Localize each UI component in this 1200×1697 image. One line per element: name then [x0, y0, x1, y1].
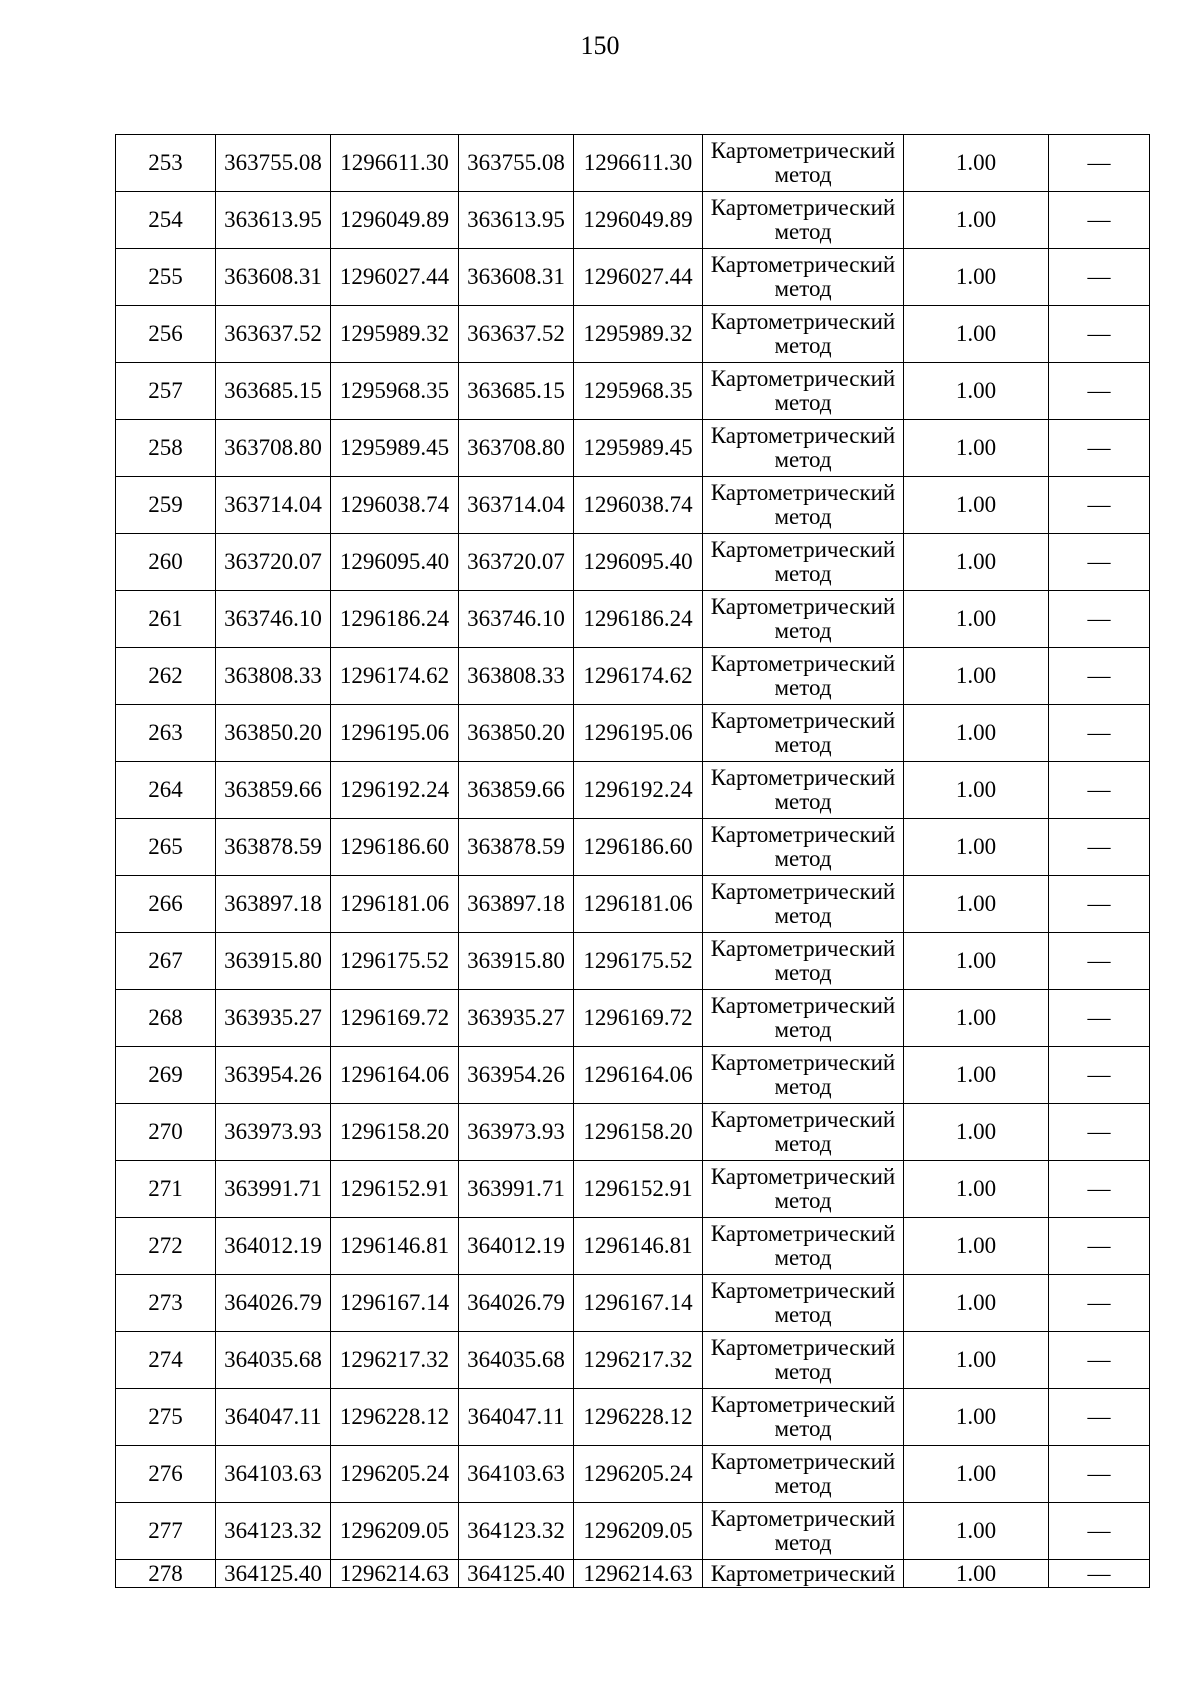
y-existing-cell: 1296181.06: [331, 876, 459, 933]
y-new-cell: 1296209.05: [574, 1503, 703, 1560]
table-row: [116, 876, 1150, 933]
method-label-line2: метод: [774, 789, 832, 814]
x-existing-cell: 363637.52: [216, 306, 331, 363]
method-cell: [703, 1161, 904, 1218]
x-existing-cell: 363850.20: [216, 705, 331, 762]
x-new-cell: 363859.66: [459, 762, 574, 819]
table-row: [116, 1275, 1150, 1332]
method-cell: [703, 1446, 904, 1503]
x-existing-cell: 363878.59: [216, 819, 331, 876]
method-label-line2: метод: [774, 276, 832, 301]
accuracy-cell: 1.00: [904, 1047, 1049, 1104]
accuracy-cell: 1.00: [904, 705, 1049, 762]
x-new-cell: 364026.79: [459, 1275, 574, 1332]
point-number-cell: 259: [116, 477, 216, 534]
method-cell: [703, 363, 904, 420]
table-row: [116, 306, 1150, 363]
x-existing-cell: 363714.04: [216, 477, 331, 534]
accuracy-cell: 1.00: [904, 1503, 1049, 1560]
point-number-cell: 277: [116, 1503, 216, 1560]
x-existing-cell: 363973.93: [216, 1104, 331, 1161]
method-label-line1: Картометрический: [710, 1506, 896, 1531]
y-new-cell: 1296169.72: [574, 990, 703, 1047]
x-existing-cell: 363808.33: [216, 648, 331, 705]
note-cell: —: [1049, 1275, 1150, 1332]
accuracy-cell: 1.00: [904, 1332, 1049, 1389]
y-new-cell: 1296228.12: [574, 1389, 703, 1446]
note-cell: —: [1049, 306, 1150, 363]
method-label-line1: Картометрический: [710, 252, 896, 277]
y-new-cell: 1296192.24: [574, 762, 703, 819]
note-cell: —: [1049, 990, 1150, 1047]
y-existing-cell: 1296152.91: [331, 1161, 459, 1218]
method-cell: [703, 1503, 904, 1560]
method-label-line2: метод: [774, 390, 832, 415]
y-new-cell: 1296146.81: [574, 1218, 703, 1275]
x-existing-cell: 364123.32: [216, 1503, 331, 1560]
note-cell: —: [1049, 876, 1150, 933]
y-existing-cell: 1296186.60: [331, 819, 459, 876]
x-new-cell: 363973.93: [459, 1104, 574, 1161]
y-existing-cell: 1296217.32: [331, 1332, 459, 1389]
method-cell: [703, 1218, 904, 1275]
method-label-line2: метод: [774, 732, 832, 757]
method-label-line2: метод: [774, 1302, 832, 1327]
method-label-line1: Картометрический: [710, 1164, 896, 1189]
x-existing-cell: 363608.31: [216, 249, 331, 306]
method-label-line2: метод: [774, 903, 832, 928]
note-cell: —: [1049, 1560, 1150, 1588]
point-number-cell: 262: [116, 648, 216, 705]
accuracy-cell: 1.00: [904, 1218, 1049, 1275]
accuracy-cell: 1.00: [904, 135, 1049, 192]
table-row: [116, 1161, 1150, 1218]
table-row: [116, 1218, 1150, 1275]
x-new-cell: 363897.18: [459, 876, 574, 933]
x-new-cell: 363608.31: [459, 249, 574, 306]
point-number-cell: 268: [116, 990, 216, 1047]
table-row: [116, 705, 1150, 762]
note-cell: —: [1049, 648, 1150, 705]
table-row: [116, 1104, 1150, 1161]
y-new-cell: 1296027.44: [574, 249, 703, 306]
accuracy-cell: 1.00: [904, 363, 1049, 420]
y-existing-cell: 1296038.74: [331, 477, 459, 534]
y-existing-cell: 1296095.40: [331, 534, 459, 591]
table-row: [116, 1503, 1150, 1560]
x-new-cell: 364012.19: [459, 1218, 574, 1275]
y-existing-cell: 1296611.30: [331, 135, 459, 192]
point-number-cell: 274: [116, 1332, 216, 1389]
method-cell: [703, 876, 904, 933]
method-label-line1: Картометрический: [710, 1107, 896, 1132]
method-label-line1: Картометрический: [710, 1278, 896, 1303]
y-existing-cell: 1296228.12: [331, 1389, 459, 1446]
method-cell: [703, 705, 904, 762]
method-label-line2: метод: [774, 675, 832, 700]
table-row: [116, 1560, 1150, 1588]
method-label-line1: Картометрический: [710, 195, 896, 220]
point-number-cell: 261: [116, 591, 216, 648]
x-new-cell: 363613.95: [459, 192, 574, 249]
x-new-cell: 364035.68: [459, 1332, 574, 1389]
method-label-line2: метод: [774, 162, 832, 187]
y-new-cell: 1296095.40: [574, 534, 703, 591]
x-existing-cell: 364047.11: [216, 1389, 331, 1446]
y-existing-cell: 1296195.06: [331, 705, 459, 762]
method-cell: [703, 819, 904, 876]
method-label-line2: метод: [774, 1017, 832, 1042]
accuracy-cell: 1.00: [904, 1560, 1049, 1588]
accuracy-cell: 1.00: [904, 420, 1049, 477]
point-number-cell: 269: [116, 1047, 216, 1104]
y-new-cell: 1296181.06: [574, 876, 703, 933]
method-cell: [703, 762, 904, 819]
method-label-line2: метод: [774, 1188, 832, 1213]
y-existing-cell: 1296214.63: [331, 1560, 459, 1588]
x-existing-cell: 363935.27: [216, 990, 331, 1047]
accuracy-cell: 1.00: [904, 249, 1049, 306]
method-label-line2: метод: [774, 1416, 832, 1441]
method-label-line2: метод: [774, 333, 832, 358]
y-new-cell: 1296164.06: [574, 1047, 703, 1104]
method-cell: [703, 477, 904, 534]
method-label-line1: Картометрический: [710, 936, 896, 961]
table-row: [116, 1389, 1150, 1446]
page-number: 150: [580, 31, 620, 60]
method-cell: [703, 420, 904, 477]
table-row: [116, 192, 1150, 249]
point-number-cell: 271: [116, 1161, 216, 1218]
accuracy-cell: 1.00: [904, 192, 1049, 249]
point-number-cell: 264: [116, 762, 216, 819]
method-label-line2: метод: [774, 1359, 832, 1384]
y-new-cell: 1296195.06: [574, 705, 703, 762]
table-row: [116, 1446, 1150, 1503]
x-existing-cell: 363954.26: [216, 1047, 331, 1104]
table-row: [116, 477, 1150, 534]
note-cell: —: [1049, 591, 1150, 648]
accuracy-cell: 1.00: [904, 306, 1049, 363]
y-existing-cell: 1295989.32: [331, 306, 459, 363]
point-number-cell: 278: [116, 1560, 216, 1588]
table-row: [116, 1047, 1150, 1104]
x-new-cell: 363637.52: [459, 306, 574, 363]
table-row: [116, 762, 1150, 819]
y-existing-cell: 1296174.62: [331, 648, 459, 705]
note-cell: —: [1049, 420, 1150, 477]
method-label-line1: Картометрический: [710, 1221, 896, 1246]
x-existing-cell: 363915.80: [216, 933, 331, 990]
method-cell: [703, 249, 904, 306]
table-row: [116, 249, 1150, 306]
method-label-line1: Картометрический: [710, 708, 896, 733]
accuracy-cell: 1.00: [904, 819, 1049, 876]
method-cell: [703, 1104, 904, 1161]
point-number-cell: 267: [116, 933, 216, 990]
method-cell: [703, 1047, 904, 1104]
note-cell: —: [1049, 1161, 1150, 1218]
y-new-cell: 1295989.45: [574, 420, 703, 477]
x-new-cell: 363685.15: [459, 363, 574, 420]
x-existing-cell: 364026.79: [216, 1275, 331, 1332]
method-label-line1: Картометрический: [710, 480, 896, 505]
y-existing-cell: 1296164.06: [331, 1047, 459, 1104]
note-cell: —: [1049, 249, 1150, 306]
method-label-line2: метод: [774, 618, 832, 643]
y-new-cell: 1296217.32: [574, 1332, 703, 1389]
note-cell: —: [1049, 705, 1150, 762]
y-new-cell: 1296186.60: [574, 819, 703, 876]
y-existing-cell: 1296175.52: [331, 933, 459, 990]
x-existing-cell: 363746.10: [216, 591, 331, 648]
method-label-line1: Картометрический: [710, 993, 896, 1018]
note-cell: —: [1049, 1332, 1150, 1389]
y-existing-cell: 1295968.35: [331, 363, 459, 420]
x-new-cell: 363954.26: [459, 1047, 574, 1104]
accuracy-cell: 1.00: [904, 1446, 1049, 1503]
y-new-cell: 1295989.32: [574, 306, 703, 363]
method-label-line2: метод: [774, 960, 832, 985]
method-cell: [703, 648, 904, 705]
x-new-cell: 364103.63: [459, 1446, 574, 1503]
x-existing-cell: 364125.40: [216, 1560, 331, 1588]
point-number-cell: 254: [116, 192, 216, 249]
accuracy-cell: 1.00: [904, 1275, 1049, 1332]
table-row: [116, 363, 1150, 420]
y-new-cell: 1296158.20: [574, 1104, 703, 1161]
method-label-line1: Картометрический: [710, 1449, 896, 1474]
method-cell: [703, 1560, 904, 1588]
accuracy-cell: 1.00: [904, 534, 1049, 591]
x-existing-cell: 364035.68: [216, 1332, 331, 1389]
point-number-cell: 276: [116, 1446, 216, 1503]
x-new-cell: 363755.08: [459, 135, 574, 192]
method-label-line1: Картометрический: [710, 879, 896, 904]
note-cell: —: [1049, 363, 1150, 420]
x-new-cell: 363708.80: [459, 420, 574, 477]
accuracy-cell: 1.00: [904, 477, 1049, 534]
method-label-line2: метод: [774, 846, 832, 871]
accuracy-cell: 1.00: [904, 933, 1049, 990]
y-new-cell: 1296038.74: [574, 477, 703, 534]
note-cell: —: [1049, 135, 1150, 192]
method-cell: [703, 933, 904, 990]
x-existing-cell: 363897.18: [216, 876, 331, 933]
y-new-cell: 1295968.35: [574, 363, 703, 420]
x-new-cell: 363935.27: [459, 990, 574, 1047]
x-existing-cell: 363720.07: [216, 534, 331, 591]
method-label-line2: метод: [774, 219, 832, 244]
method-label-line1: Картометрический: [710, 651, 896, 676]
method-label-line2: метод: [774, 447, 832, 472]
accuracy-cell: 1.00: [904, 648, 1049, 705]
table-row: [116, 648, 1150, 705]
x-new-cell: 363808.33: [459, 648, 574, 705]
method-label-line1: Картометрический: [710, 309, 896, 334]
point-number-cell: 263: [116, 705, 216, 762]
note-cell: —: [1049, 192, 1150, 249]
y-existing-cell: 1296146.81: [331, 1218, 459, 1275]
y-existing-cell: 1296186.24: [331, 591, 459, 648]
method-label-line1: Картометрический: [710, 423, 896, 448]
table-row: [116, 990, 1150, 1047]
point-number-cell: 270: [116, 1104, 216, 1161]
accuracy-cell: 1.00: [904, 591, 1049, 648]
y-existing-cell: 1296192.24: [331, 762, 459, 819]
point-number-cell: 256: [116, 306, 216, 363]
y-existing-cell: 1296209.05: [331, 1503, 459, 1560]
table-row: [116, 135, 1150, 192]
x-new-cell: 363720.07: [459, 534, 574, 591]
y-existing-cell: 1296158.20: [331, 1104, 459, 1161]
x-existing-cell: 363859.66: [216, 762, 331, 819]
note-cell: —: [1049, 1047, 1150, 1104]
note-cell: —: [1049, 1104, 1150, 1161]
point-number-cell: 273: [116, 1275, 216, 1332]
method-label-line1: Картометрический: [710, 765, 896, 790]
x-new-cell: 363746.10: [459, 591, 574, 648]
method-cell: [703, 135, 904, 192]
table-row: [116, 933, 1150, 990]
point-number-cell: 253: [116, 135, 216, 192]
method-label-line1: Картометрический: [710, 138, 896, 163]
y-new-cell: 1296611.30: [574, 135, 703, 192]
method-cell: [703, 1275, 904, 1332]
x-new-cell: 363878.59: [459, 819, 574, 876]
x-existing-cell: 363991.71: [216, 1161, 331, 1218]
x-new-cell: 364047.11: [459, 1389, 574, 1446]
y-new-cell: 1296167.14: [574, 1275, 703, 1332]
method-label-line2: метод: [774, 504, 832, 529]
method-cell: [703, 534, 904, 591]
table-body: [116, 135, 1150, 1588]
note-cell: —: [1049, 1446, 1150, 1503]
table-row: [116, 591, 1150, 648]
method-cell: [703, 1389, 904, 1446]
x-new-cell: 363850.20: [459, 705, 574, 762]
accuracy-cell: 1.00: [904, 1161, 1049, 1218]
table-row: [116, 1332, 1150, 1389]
x-new-cell: 363915.80: [459, 933, 574, 990]
accuracy-cell: 1.00: [904, 762, 1049, 819]
table-row: [116, 420, 1150, 477]
method-label-line2: метод: [774, 1245, 832, 1270]
x-existing-cell: 364103.63: [216, 1446, 331, 1503]
method-label-line1: Картометрический: [710, 1050, 896, 1075]
x-new-cell: 364125.40: [459, 1560, 574, 1588]
method-label-line1: Картометрический: [710, 366, 896, 391]
y-new-cell: 1296214.63: [574, 1560, 703, 1588]
method-label-line1: Картометрический: [710, 822, 896, 847]
method-label-line1: Картометрический: [710, 1335, 896, 1360]
x-existing-cell: 363708.80: [216, 420, 331, 477]
y-new-cell: 1296152.91: [574, 1161, 703, 1218]
point-number-cell: 266: [116, 876, 216, 933]
point-number-cell: 260: [116, 534, 216, 591]
x-existing-cell: 364012.19: [216, 1218, 331, 1275]
method-label-line2: метод: [774, 1473, 832, 1498]
note-cell: —: [1049, 534, 1150, 591]
accuracy-cell: 1.00: [904, 1389, 1049, 1446]
note-cell: —: [1049, 933, 1150, 990]
y-new-cell: 1296174.62: [574, 648, 703, 705]
method-cell: [703, 306, 904, 363]
method-cell: [703, 591, 904, 648]
note-cell: —: [1049, 762, 1150, 819]
note-cell: —: [1049, 1218, 1150, 1275]
method-cell: [703, 990, 904, 1047]
method-label-line1: Картометрический: [710, 1560, 896, 1586]
method-label-line2: метод: [774, 1530, 832, 1555]
x-new-cell: 363991.71: [459, 1161, 574, 1218]
accuracy-cell: 1.00: [904, 1104, 1049, 1161]
x-new-cell: 363714.04: [459, 477, 574, 534]
y-existing-cell: 1296169.72: [331, 990, 459, 1047]
method-cell: [703, 192, 904, 249]
method-label-line1: Картометрический: [710, 1392, 896, 1417]
note-cell: —: [1049, 477, 1150, 534]
x-existing-cell: 363613.95: [216, 192, 331, 249]
x-existing-cell: 363685.15: [216, 363, 331, 420]
y-existing-cell: 1296049.89: [331, 192, 459, 249]
y-new-cell: 1296186.24: [574, 591, 703, 648]
method-label-line2: метод: [774, 1074, 832, 1099]
note-cell: —: [1049, 819, 1150, 876]
note-cell: —: [1049, 1503, 1150, 1560]
y-existing-cell: 1296205.24: [331, 1446, 459, 1503]
accuracy-cell: 1.00: [904, 990, 1049, 1047]
table-row: [116, 534, 1150, 591]
point-number-cell: 272: [116, 1218, 216, 1275]
point-number-cell: 257: [116, 363, 216, 420]
y-existing-cell: 1296167.14: [331, 1275, 459, 1332]
coordinates-table: [115, 134, 1150, 1588]
method-label-line2: метод: [774, 561, 832, 586]
y-existing-cell: 1296027.44: [331, 249, 459, 306]
x-new-cell: 364123.32: [459, 1503, 574, 1560]
point-number-cell: 258: [116, 420, 216, 477]
method-cell: [703, 1332, 904, 1389]
method-label-line1: Картометрический: [710, 594, 896, 619]
x-existing-cell: 363755.08: [216, 135, 331, 192]
method-label-line1: Картометрический: [710, 537, 896, 562]
note-cell: —: [1049, 1389, 1150, 1446]
point-number-cell: 255: [116, 249, 216, 306]
table-row: [116, 819, 1150, 876]
y-new-cell: 1296205.24: [574, 1446, 703, 1503]
y-existing-cell: 1295989.45: [331, 420, 459, 477]
y-new-cell: 1296049.89: [574, 192, 703, 249]
method-label-line2: метод: [774, 1131, 832, 1156]
accuracy-cell: 1.00: [904, 876, 1049, 933]
y-new-cell: 1296175.52: [574, 933, 703, 990]
point-number-cell: 265: [116, 819, 216, 876]
point-number-cell: 275: [116, 1389, 216, 1446]
